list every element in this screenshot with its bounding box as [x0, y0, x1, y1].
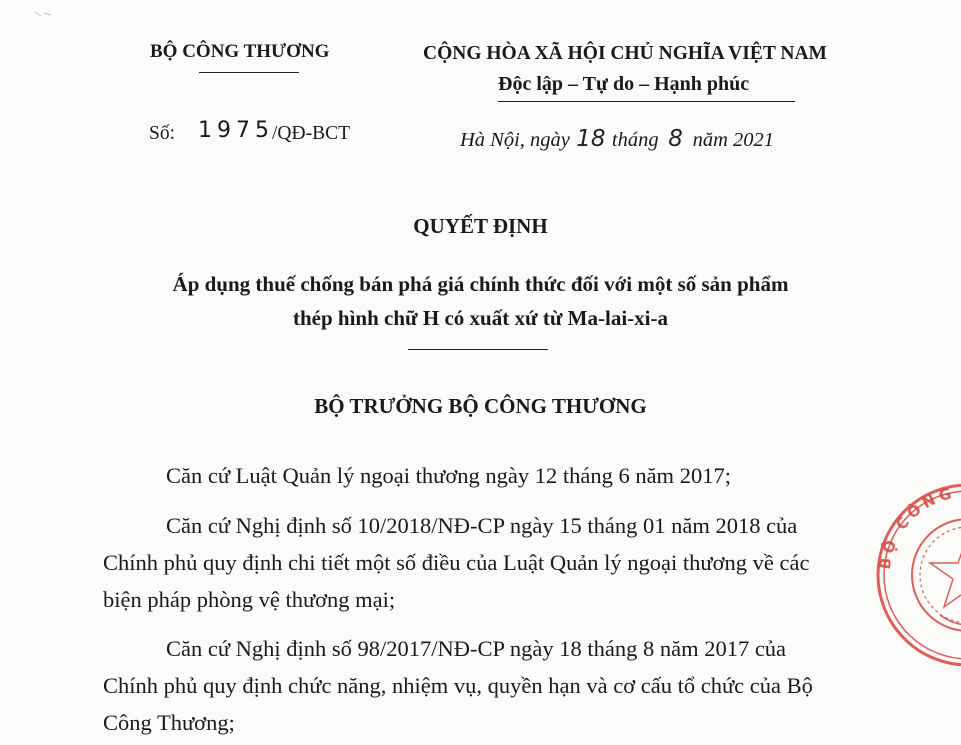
- national-title: CỘNG HÒA XÃ HỘI CHỦ NGHĨA VIỆT NAM: [423, 43, 827, 64]
- month-label: tháng: [611, 129, 659, 151]
- reference-number: 1975: [198, 118, 274, 143]
- motto-underline: [498, 101, 795, 102]
- place-prefix: Hà Nội, ngày: [460, 129, 570, 151]
- legal-basis-3-line-3: Công Thương;: [103, 710, 235, 735]
- place-date-line: [460, 126, 774, 152]
- national-motto: Độc lập – Tự do – Hạnh phúc: [498, 73, 750, 95]
- legal-basis-3-line-1: Căn cứ Nghị định số 98/2017/NĐ-CP ngày 18 tháng 8 năm 2017 của: [166, 636, 787, 661]
- legal-basis-2-line-1: Căn cứ Nghị định số 10/2018/NĐ-CP ngày 15 tháng 01 năm 2018 của: [166, 513, 798, 538]
- legal-basis-2-line-3: biện pháp phòng vệ thương mại;: [103, 587, 396, 612]
- legal-basis-2-line-2: Chính phủ quy định chi tiết một số điều của Luật Quản lý ngoại thương về các: [103, 550, 810, 575]
- year-text: năm 2021: [692, 129, 775, 151]
- reference-suffix: /QĐ-BCT: [272, 123, 350, 144]
- seal-text: BỘ CÔNG: [875, 483, 958, 571]
- decision-subtitle-line-1: Áp dụng thuế chống bán phá giá chính thức đối với một số sản phẩm: [172, 272, 789, 296]
- official-seal-stamp: [870, 475, 961, 675]
- ministry-name: BỘ CÔNG THƯƠNG: [150, 41, 330, 62]
- ministry-underline: [199, 72, 299, 73]
- legal-basis-3-line-2: Chính phủ quy định chức năng, nhiệm vụ, quyền hạn và cơ cấu tổ chức của Bộ: [103, 673, 813, 698]
- handwritten-day: 18: [576, 126, 606, 152]
- reference-label: Số:: [149, 123, 176, 144]
- decision-title: QUYẾT ĐỊNH: [413, 214, 548, 238]
- decision-subtitle-line-2: thép hình chữ H có xuất xứ từ Ma-lai-xi-a: [293, 306, 668, 330]
- issuing-authority: BỘ TRƯỞNG BỘ CÔNG THƯƠNG: [314, 394, 647, 418]
- title-underline: [408, 349, 548, 350]
- scan-speck: [34, 10, 54, 18]
- handwritten-month: 8: [668, 126, 683, 152]
- legal-basis-1: Căn cứ Luật Quản lý ngoại thương ngày 12 tháng 6 năm 2017;: [166, 463, 731, 488]
